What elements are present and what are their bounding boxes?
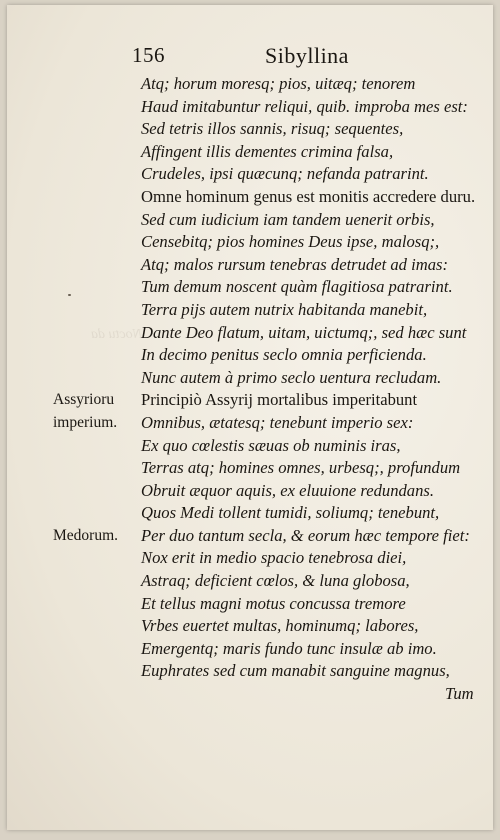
running-head — [7, 43, 493, 69]
verse-text: Et tellus magni motus concussa tremore — [141, 593, 406, 613]
verse-line — [7, 593, 493, 616]
marginal-note: Assyrioru — [53, 391, 115, 409]
verse-line — [7, 231, 493, 254]
verse-text: Obruit æquor aquis, ex eluuione redundans. — [141, 480, 434, 500]
verse-line — [7, 615, 493, 638]
verse-line — [7, 344, 493, 367]
verse-text: Quos Medi tollent tumidi, soliumq; tenebunt, — [141, 503, 440, 523]
verse-line — [7, 141, 493, 164]
verse-line — [7, 389, 493, 412]
verse-text: Emergentq; maris fundo tunc insulæ ab imo. — [141, 638, 437, 658]
verse-text: Censebitq; pios homines Deus ipse, malosq;, — [141, 232, 440, 252]
verse-line — [7, 276, 493, 299]
verse-line — [7, 435, 493, 458]
verse-line — [7, 367, 493, 390]
running-title: Sibyllina — [265, 43, 349, 68]
verse-text: Crudeles, ipsi quæcunq; nefanda patrarint. — [141, 164, 429, 184]
verse-text: Nunc autem à primo seclo uentura recludam. — [141, 367, 442, 387]
verse-line — [7, 570, 493, 593]
verse-text: Nox erit in medio spacio tenebrosa diei, — [141, 548, 407, 568]
verse-line — [7, 660, 493, 683]
verse-text: Principiò Assyrij mortalibus imperitabunt — [141, 390, 418, 410]
verse-line — [7, 96, 493, 119]
verse-text: Ex quo cœlestis sæuas ob numinis iras, — [141, 435, 401, 455]
verse-line — [7, 457, 493, 480]
verse-text: Atq; horum moresq; pios, uitæq; tenorem — [141, 74, 416, 93]
verse-line — [7, 547, 493, 570]
verse-line — [7, 525, 493, 548]
verse-line — [7, 502, 493, 525]
verse-text: Sed cum iudicium iam tandem uenerit orbis, — [141, 209, 435, 229]
verse-text: Tum demum noscent quàm flagitiosa patrarint. — [141, 277, 453, 297]
marginal-note: Medorum. — [53, 526, 119, 544]
verse-line — [7, 163, 493, 186]
verse-text: Terra pijs autem nutrix habitanda manebit, — [141, 299, 428, 319]
verse-text: Astraq; deficient cœlos, & luna globosa, — [141, 571, 410, 591]
verse-line — [7, 480, 493, 503]
verse-line — [7, 254, 493, 277]
book-page — [7, 5, 493, 830]
verse-text: Haud imitabuntur reliqui, quib. improba mes est: — [141, 96, 468, 116]
verse-line — [7, 638, 493, 661]
show-through-ghost-text: Noctu da — [91, 327, 142, 342]
verse-line — [7, 412, 493, 435]
verse-text: Atq; malos rursum tenebras detrudet ad imas: — [141, 254, 448, 274]
verse-text-block — [7, 73, 493, 706]
verse-line — [7, 186, 493, 209]
verse-text: Affingent illis dementes crimina falsa, — [141, 141, 394, 161]
catchword-line — [7, 683, 493, 706]
verse-text: Per duo tantum secla, & eorum hæc tempore fiet: — [141, 525, 470, 545]
verse-text: Dante Deo flatum, uitam, uictumq;, sed hæc sunt — [141, 322, 467, 342]
verse-line — [7, 118, 493, 141]
marginal-note: imperium. — [53, 413, 118, 431]
verse-text: Omne hominum genus est monitis accredere duru. — [141, 186, 476, 206]
verse-line — [7, 73, 493, 96]
verse-line — [7, 209, 493, 232]
verse-text: Terras atq; homines omnes, urbesq;, profundum — [141, 458, 461, 478]
verse-text: Sed tetris illos sannis, risuq; sequentes, — [141, 119, 404, 139]
verse-text: Omnibus, ætatesq; tenebunt imperio sex: — [141, 412, 414, 432]
verse-text: Euphrates sed cum manabit sanguine magnus, — [141, 661, 450, 681]
verse-text: Vrbes euertet multas, hominumq; labores, — [141, 616, 419, 636]
verse-line — [7, 322, 493, 345]
page-number: 156 — [132, 43, 165, 67]
verse-line — [7, 299, 493, 322]
catchword: Tum — [445, 684, 474, 704]
verse-text: In decimo penitus seclo omnia perficienda. — [141, 345, 427, 365]
